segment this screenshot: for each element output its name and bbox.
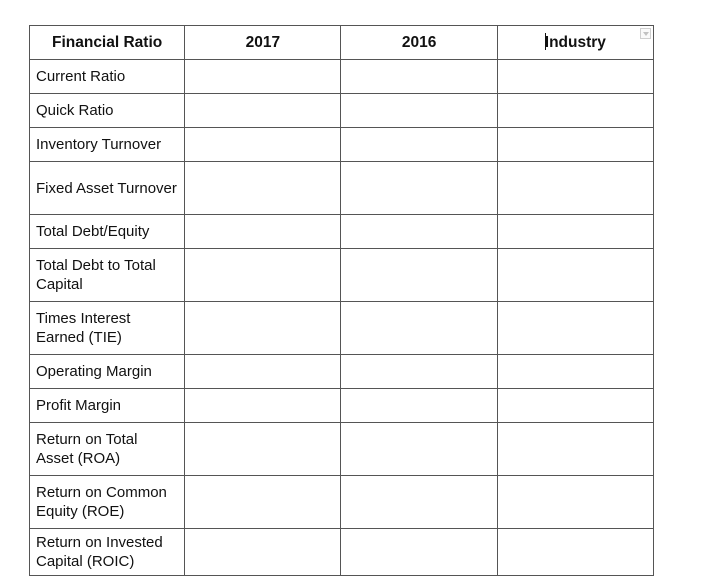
cell-2017[interactable] — [185, 389, 341, 423]
row-label[interactable]: Fixed Asset Turnover — [30, 162, 185, 215]
cell-industry[interactable] — [497, 128, 653, 162]
cell-2017[interactable] — [185, 94, 341, 128]
cell-industry[interactable] — [497, 389, 653, 423]
table-row — [30, 215, 654, 249]
header-financial-ratio[interactable]: Financial Ratio — [30, 26, 185, 60]
table-row — [30, 423, 654, 476]
cell-2017[interactable] — [185, 128, 341, 162]
header-industry-cell[interactable] — [497, 26, 653, 60]
table-row — [30, 94, 654, 128]
table-row — [30, 249, 654, 302]
cell-industry[interactable] — [497, 215, 653, 249]
cell-2017[interactable] — [185, 355, 341, 389]
cell-industry[interactable] — [497, 94, 653, 128]
cell-2016[interactable] — [341, 128, 497, 162]
cell-2017[interactable] — [185, 215, 341, 249]
financial-ratio-table — [29, 25, 654, 576]
cell-2017[interactable] — [185, 249, 341, 302]
cell-2016[interactable] — [341, 423, 497, 476]
cell-industry[interactable] — [497, 355, 653, 389]
cell-2016[interactable] — [341, 302, 497, 355]
table-row — [30, 529, 654, 576]
cell-2016[interactable] — [341, 60, 497, 94]
header-2017[interactable]: 2017 — [185, 26, 341, 60]
cell-2016[interactable] — [341, 355, 497, 389]
cell-industry[interactable] — [497, 476, 653, 529]
cell-industry[interactable] — [497, 423, 653, 476]
table-row — [30, 476, 654, 529]
cell-industry[interactable] — [497, 302, 653, 355]
cell-2016[interactable] — [341, 389, 497, 423]
header-row — [30, 26, 654, 60]
row-label[interactable]: Inventory Turnover — [30, 128, 185, 162]
cell-2017[interactable] — [185, 423, 341, 476]
cell-industry[interactable] — [497, 529, 653, 576]
row-label[interactable]: Total Debt/Equity — [30, 215, 185, 249]
cell-2016[interactable] — [341, 162, 497, 215]
row-label[interactable]: Return on Total Asset (ROA) — [30, 423, 185, 476]
cell-industry[interactable] — [497, 162, 653, 215]
row-label[interactable]: Return on Common Equity (ROE) — [30, 476, 185, 529]
cell-industry[interactable] — [497, 60, 653, 94]
cell-2017[interactable] — [185, 476, 341, 529]
table-row — [30, 60, 654, 94]
header-industry: Industry — [544, 34, 606, 51]
row-label[interactable]: Times Interest Earned (TIE) — [30, 302, 185, 355]
cell-2017[interactable] — [185, 60, 341, 94]
row-label[interactable]: Quick Ratio — [30, 94, 185, 128]
header-2016[interactable]: 2016 — [341, 26, 497, 60]
chevron-down-icon[interactable] — [640, 28, 651, 39]
row-label[interactable]: Operating Margin — [30, 355, 185, 389]
cell-2016[interactable] — [341, 249, 497, 302]
row-label[interactable]: Total Debt to Total Capital — [30, 249, 185, 302]
cell-2017[interactable] — [185, 162, 341, 215]
row-label[interactable]: Current Ratio — [30, 60, 185, 94]
table-row — [30, 128, 654, 162]
cell-2016[interactable] — [341, 476, 497, 529]
cell-2016[interactable] — [341, 94, 497, 128]
cell-2016[interactable] — [341, 529, 497, 576]
row-label[interactable]: Profit Margin — [30, 389, 185, 423]
cell-industry[interactable] — [497, 249, 653, 302]
cell-2016[interactable] — [341, 215, 497, 249]
table-row — [30, 355, 654, 389]
row-label[interactable]: Return on Invested Capital (ROIC) — [30, 529, 185, 576]
cell-2017[interactable] — [185, 529, 341, 576]
table-row — [30, 302, 654, 355]
table-row — [30, 162, 654, 215]
table-row — [30, 389, 654, 423]
cell-2017[interactable] — [185, 302, 341, 355]
